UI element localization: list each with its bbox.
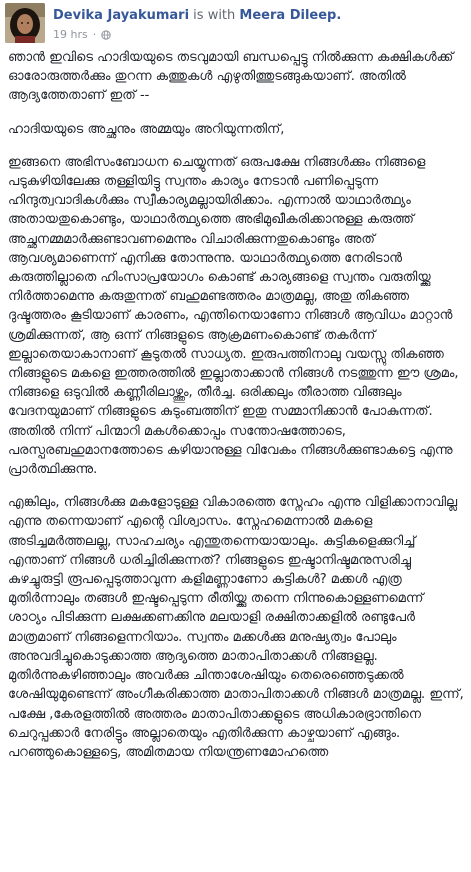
avatar[interactable] [5,3,45,43]
post-paragraph: എങ്കിലും, നിങ്ങൾക്കു മകളോടുള്ള വികാരത്തെ സ്നേഹം എന്നു വിളിക്കാനാവില്ല എന്നു തന്നെയാണ് എന്റെ വിശ്വാസം. സ്നേഹമെന്നാൽ മകളെ അടിച്ചമർത്തലല്ല, സാഹചര്യം എന്തുതന്നെയായാലും. കുട്ടികളെക്കുറിച്ച് എന്താണ് നിങ്ങൾ ധരിച്ചിരിക്കുന്നത്? നിങ്ങളുടെ ഇഷ്ടാനിഷ്ടമനുസരിച്ചു കുഴച്ചുരുട്ടി രൂപപ്പെടുത്താവുന്ന കളിമണ്ണാണോ കുട്ടികൾ? മക്കൾ എത്ര മുതിർന്നാലും തങ്ങൾ ഇഷ്ടപ്പെടുന്ന രീതിയ്ക്കു തന്നെ നിന്നുകൊള്ളണമെന്ന് ശാഠ്യം പിടിക്കുന്ന ലക്ഷക്കണക്കിനു മലയാളി രക്ഷിതാക്കളിൽ രണ്ടുപേർ മാത്രമാണ് നിങ്ങളെന്നറിയാം. സ്വന്തം മക്കൾക്കു മനുഷ്യത്വം പോലും അനുവദിച്ചുകൊടുക്കാത്ത ആദ്യത്തെ മാതാപിതാക്കൾ നിങ്ങളല്ല. മുതിർന്നുകഴിഞ്ഞാലും അവർക്കു ചിന്താശേഷിയും തെരെഞ്ഞെടുക്കൽ ശേഷിയുമുണ്ടെന്ന് അംഗീകരിക്കാത്ത മാതാപിതാക്കൾ നിങ്ങൾ മാത്രമല്ല. ഇന്ന്, പക്ഷേ ,കേരളത്തിൽ അത്തരം മാതാപിതാക്കളുടെ അധികാരഭ്രാന്തിനെ ചെറുപ്പക്കാർ നേരിട്ടും അല്ലാതെയും എതിർക്കുന്ന കാഴ്ചയാണ് എങ്ങും. പറഞ്ഞുകൊള്ളട്ടെ, അമിതമായ നിയന്ത്രണമോഹത്തെ [8,495,468,760]
globe-icon[interactable] [101,30,111,40]
with-text: is with [193,8,236,23]
post-body [0,48,471,762]
post-paragraph: ഹാദിയയുടെ അച്ഛനും അമ്മയും അറിയുന്നതിന്, [8,121,285,137]
author-line [53,8,341,23]
post-paragraph: ഞാൻ ഇവിടെ ഹാദിയയുടെ തടവുമായി ബന്ധപ്പെട്ടു നിൽക്കുന്ന കക്ഷികൾക്ക് ഓരോരുത്തർക്കും തുറന്ന കത്തുകൾ എഴുതിത്തുടങ്ങുകയാണ്. അതിൽ ആദ്യത്തേതാണ് ഇത് -- [8,50,458,104]
post-paragraph: ഇങ്ങനെ അഭിസംബോധന ചെയ്യുന്നത് ഒരുപക്ഷേ നിങ്ങൾക്കും നിങ്ങളെ പടുകുഴിയിലേക്കു തള്ളിയിട്ടു സ്വന്തം കാര്യം നേടാൻ പണിപ്പെടുന്ന ഹിന്ദുത്വവാദികൾക്കും സ്വീകാര്യമല്ലായിരിക്കാം. എന്നാൽ യാഥാർത്ഥ്യം അതായതുകൊണ്ടും, യാഥാർത്ഥ്യത്തെ അഭിമുഖീകരിക്കാനുള്ള കരുത്ത് അച്ഛനമ്മമാർക്കുണ്ടാവണമെന്നും വിചാരിക്കുന്നതുകൊണ്ടും അത് ആവശ്യമാണെന്ന് എനിക്കു തോന്നുന്നു. യാഥാർത്ഥ്യത്തെ നേരിടാൻ കരുത്തില്ലാതെ ഹിംസാപ്രയോഗം കൊണ്ട് കാര്യങ്ങളെ സ്വന്തം വരുതിയ്ക്കു നിർത്താമെന്നു കരുതുന്നത് ബഹുമണ്ടത്തരം മാത്രമല്ല, അതു തികഞ്ഞ ദുഷ്ടത്തരം കൂടിയാണ് കാരണം, എന്തിനെയാണോ നിങ്ങൾ ആവിധം മാറ്റാൻ ശ്രമിക്കുന്നത്, ആ ഒന്ന് നിങ്ങളുടെ ആക്രമണംകൊണ്ട് തകർന്ന് ഇല്ലാതെയാകാനാണ് കൂടുതൽ സാധ്യത. ഇരുപത്തിനാലു വയസ്സു തികഞ്ഞ നിങ്ങളുടെ മകളെ ഇത്തരത്തിൽ ഇല്ലാതാക്കാൻ നിങ്ങൾ നടത്തുന്ന ഈ ശ്രമം, നിങ്ങളെ ഒടുവിൽ കണ്ണീരിലാഴ്ത്തും, തീർച്ച. ഒരിക്കലും തീരാത്ത വിങ്ങലും വേദനയുമാണ് നിങ്ങളുടെ കുടുംബത്തിന് ഇതു സമ്മാനിക്കാൻ പോകുന്നത്. അതിൽ നിന്ന് പിന്മാറി മകൾക്കൊപ്പം സന്തോഷത്തോടെ, പരസ്പരബഹുമാനത്തോടെ കഴിയാനുള്ള വിവേകം നിങ്ങൾക്കുണ്ടാകട്ടെ എന്നു പ്രാർത്ഥിക്കുന്നു. [8,154,463,478]
profile-photo [5,3,45,43]
author-name-link[interactable]: Devika Jayakumari [53,8,190,23]
timestamp-link[interactable]: 19 hrs [53,28,88,41]
post-meta [53,28,111,41]
tagged-friend-link[interactable]: Meera Dileep. [239,8,342,23]
post-header [0,0,471,48]
meta-separator: · [92,28,97,41]
